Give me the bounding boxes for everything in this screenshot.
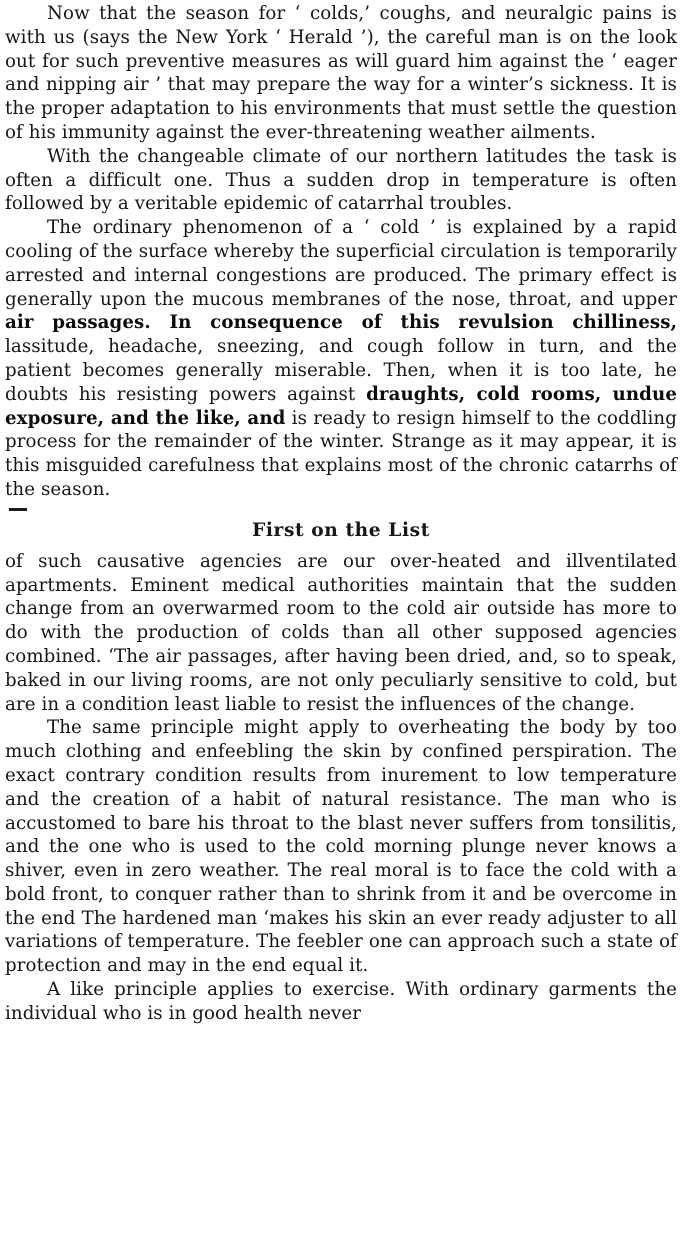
paragraph-text-segment: The ordinary phenomenon of a ‘ cold ’ is explained by a rapid cooling of the surface whereby the superficial circulation is temporarily arrested and internal congestions are produced. The primary effect is generally upon the mucous membranes of the nose, throat, and upper [5, 217, 677, 310]
bold-text-segment: draughts, cold rooms, undue exposure, and the like, and [5, 383, 677, 429]
paragraph-overheating: The same principle might apply to overheating the body by too much clothing and enfeebling the skin by confined perspiration. The exact contrary condition results from inurement to low temperature and the creation of a habit of natural resistance. The man who is accustomed to bare his throat to the blast never suffers from tonsilitis, and the one who is used to the cold morning plunge never knows a shiver, even in zero weather. The real moral is to face the cold with a bold front, to conquer rather than to shrink from it and be overcome in the end The hardened man ‘makes his skin an ever ready adjuster to all variations of temperature. The feebler one can approach such a state of protection and may in the end equal it. [5, 717, 677, 977]
dash-mark [9, 508, 27, 511]
article-column [5, 2, 677, 1026]
paragraph-season-colds: Now that the season for ‘ colds,’ coughs, and neuralgic pains is with us (says the New York ‘ Herald ’), the careful man is on the look out for such preventive measures as will guard him against the ‘ eager and nipping air ’ that may prepare the way for a winter’s sickness. It is the proper adaptation to his environments that must settle the question of his immunity against the ever-threatening weather ailments. [5, 3, 677, 143]
paragraph-text-segment: is ready to resign himself to the coddling process for the remainder of the winter. Strange as it may appear, it is this misguided carefulness that explains most of the chronic catarrhs of the season. [5, 407, 677, 500]
paragraph-ordinary-phenomenon [5, 216, 677, 502]
paragraph-text-segment: lassitude, headache, sneezing, and cough follow in turn, and the patient becomes generally miserable. Then, when it is too late, he doubts his resisting powers against [5, 336, 677, 405]
paragraph-causative-agencies: of such causative agencies are our over-heated and illventilated apartments. Eminent medical authorities maintain that the sudden change from an overwarmed room to the cold air outside has more to do with the production of colds than all other supposed agencies combined. ‘The air passages, after having been dried, and, so to speak, baked in our living rooms, are not only peculiarly sensitive to cold, but are in a condition least liable to resist the influences of the change. [5, 550, 677, 715]
paragraph-exercise: A like principle applies to exercise. With ordinary garments the individual who is in good health never [5, 979, 677, 1024]
bold-text-segment: air passages. In consequence of this revulsion chilliness, [5, 312, 677, 334]
paragraph-changeable-climate: With the changeable climate of our northern latitudes the task is often a difficult one. Thus a sudden drop in temperature is often followed by a veritable epidemic of catarrhal troubles. [5, 145, 677, 215]
section-subheading: First on the List [252, 519, 430, 541]
section-divider [5, 504, 677, 520]
